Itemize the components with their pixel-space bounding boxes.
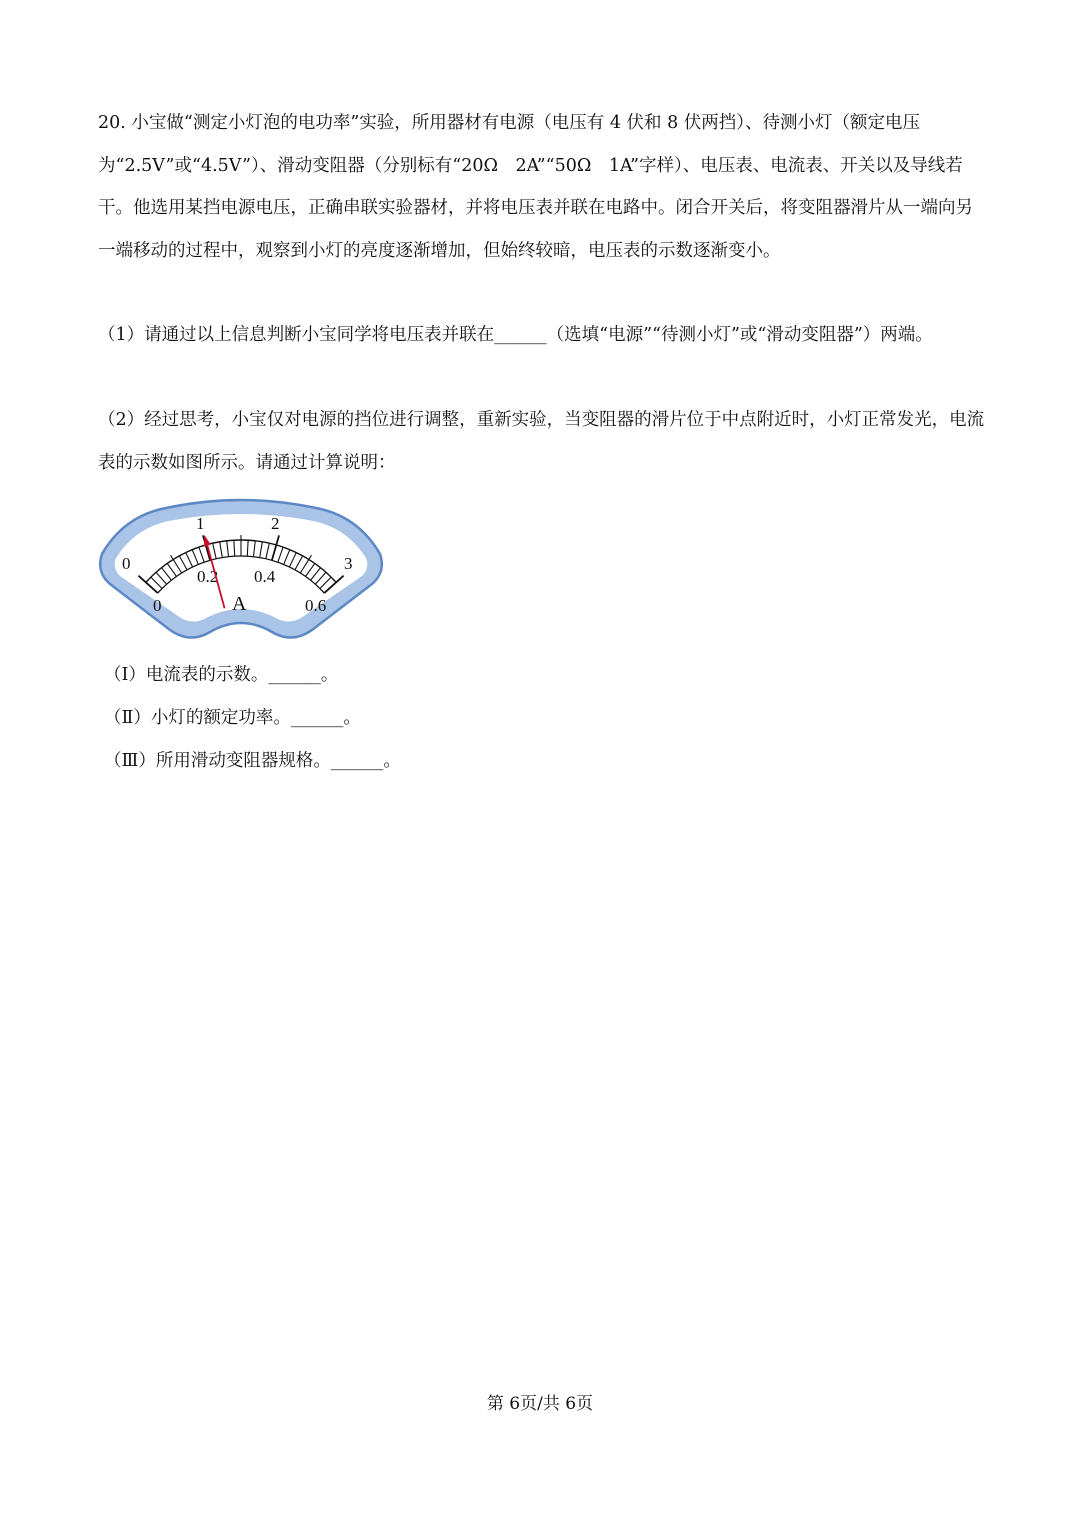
question-part-2: （2）经过思考，小宝仅对电源的挡位进行调整，重新实验，当变阻器的滑片位于中点附近时，小灯正常发光，电流表的示数如图所示。请通过计算说明： <box>98 410 985 473</box>
upper-scale-label-1: 1 <box>196 514 205 533</box>
upper-scale-label-0: 0 <box>122 554 131 573</box>
lower-scale-label-0: 0 <box>153 596 162 615</box>
upper-scale-label-3: 3 <box>344 554 353 573</box>
page-footer: 第 6页/共 6页 <box>486 1394 594 1414</box>
lower-scale-label-0-2: 0.2 <box>197 567 219 586</box>
sub-question-1: （Ⅰ）电流表的示数。______。 <box>104 665 339 685</box>
question-part-1: （1）请通过以上信息判断小宝同学将电压表并联在______（选填“电源”“待测小灯”或“滑动变阻器”）两端。 <box>98 325 933 345</box>
ammeter-dial-figure <box>96 492 386 646</box>
lower-scale-label-0-4: 0.4 <box>254 567 276 586</box>
sub-question-3: （Ⅲ）所用滑动变阻器规格。______。 <box>104 751 401 771</box>
upper-scale-label-2: 2 <box>271 514 280 533</box>
ammeter-unit-label: A <box>232 593 247 615</box>
question-20-intro: 20. 小宝做“测定小灯泡的电功率”实验，所用器材有电源（电压有 4 伏和 8 伏两挡）、待测小灯（额定电压为“2.5V”或“4.5V”）、滑动变阻器（分别标有“20Ω 2A”“50Ω 1A”字样）、电压表、电流表、开关以及导线若干。他选用某挡电源电压，正确串联实验器材，并将电压表并联在电路中。闭合开关后，将变阻器滑片从一端向另一端移动的过程中，观察到小灯的亮度逐渐增加，但始终较暗，电压表的示数逐渐变小。 <box>98 113 973 261</box>
sub-question-2: （Ⅱ）小灯的额定功率。______。 <box>104 708 361 728</box>
lower-scale-label-0-6: 0.6 <box>305 596 327 615</box>
